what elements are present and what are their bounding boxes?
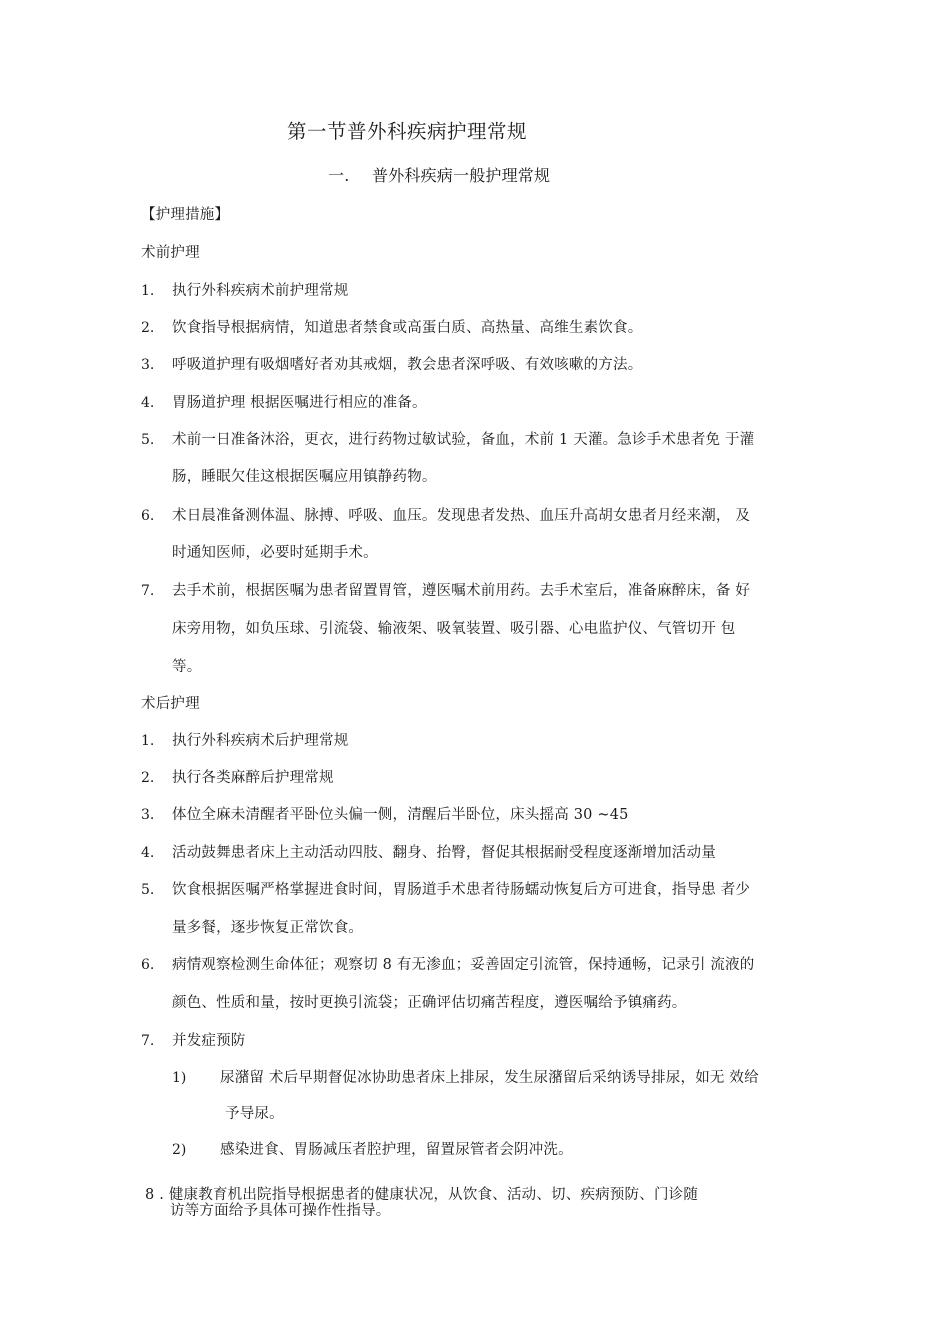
preop-item-7-line-3: 等。 <box>172 659 202 675</box>
postop-heading: 术后护理 <box>141 696 200 712</box>
postop-item-3-line-1: 体位全麻未清醒者平卧位头偏一侧，清醒后半卧位，床头摇高 30 ~45 <box>172 807 629 823</box>
postop-subitem-1-number: 1) <box>172 1070 187 1086</box>
subtitle-number: 一. <box>328 166 350 185</box>
postop-item-6-line-2: 颜色、性质和量，按时更换引流袋；正确评估切痛苦程度，遵医嘱给予镇痛药。 <box>172 995 687 1011</box>
postop-item-2-line-1: 执行各类麻醉后护理常规 <box>172 770 334 786</box>
postop-subitem-1-line-1: 尿潴留 术后早期督促冰协助患者床上排尿，发生尿潴留后采纳诱导排尿，如无 效给 <box>220 1070 759 1086</box>
preop-item-2-line-1: 饮食指导根据病情，知道患者禁食或高蛋白质、高热量、高维生素饮食。 <box>172 320 643 336</box>
preop-item-1-number: 1. <box>141 283 155 299</box>
postop-item-7-line-1: 并发症预防 <box>172 1033 246 1049</box>
preop-item-7-line-1: 去手术前，根据医嘱为患者留置胃管，遵医嘱术前用药。去手术室后，准备麻醉床，备 好 <box>172 583 751 599</box>
preop-item-5-line-1: 术前一日准备沐浴，更衣，进行药物过敏试验，备血，术前 1 天灌。急诊手术患者免 于灌 <box>172 432 755 448</box>
postop-item-8-line-1: 8 . 健康教育机出院指导根据患者的健康状况，从饮食、活动、切、疾病预防、门诊随 <box>145 1187 699 1203</box>
postop-item-1-line-1: 执行外科疾病术后护理常规 <box>172 733 349 749</box>
postop-item-5-line-2: 量多餐，逐步恢复正常饮食。 <box>172 920 364 936</box>
preop-item-1-line-1: 执行外科疾病术前护理常规 <box>172 283 349 299</box>
postop-item-7-number: 7. <box>141 1033 155 1049</box>
preop-item-2-number: 2. <box>141 320 155 336</box>
preop-item-4-number: 4. <box>141 395 155 411</box>
page-title: 第一节普外科疾病护理常规 <box>287 120 528 143</box>
preop-heading: 术前护理 <box>141 245 200 261</box>
postop-item-6-number: 6. <box>141 957 155 973</box>
postop-subitem-2-line-1: 感染进食、胃肠减压者腔护理，留置尿管者会阴冲洗。 <box>220 1142 573 1158</box>
preop-item-6-line-1: 术日晨准备测体温、脉搏、呼吸、血压。发现患者发热、血压升高胡女患者月经来潮， 及 <box>172 508 751 524</box>
postop-item-4-line-1: 活动鼓舞患者床上主动活动四肢、翻身、抬臀，督促其根据耐受程度逐渐增加活动量 <box>172 845 716 861</box>
postop-item-4-number: 4. <box>141 845 155 861</box>
subtitle-text: 普外科疾病一般护理常规 <box>372 166 551 185</box>
preop-item-5-line-2: 肠，睡眠欠佳这根据医嘱应用镇静药物。 <box>172 469 437 485</box>
preop-item-4-line-1: 胃肠道护理 根据医嘱进行相应的准备。 <box>172 395 427 411</box>
preop-item-3-number: 3. <box>141 357 155 373</box>
preop-item-7-number: 7. <box>141 583 155 599</box>
preop-item-7-line-2: 床旁用物，如负压球、引流袋、输液架、吸氧装置、吸引器、心电监护仪、气管切开 包 <box>172 621 736 637</box>
preop-item-3-line-1: 呼吸道护理有吸烟嗜好者劝其戒烟，教会患者深呼吸、有效咳嗽的方法。 <box>172 357 643 373</box>
section-heading: 【护理措施】 <box>141 207 230 223</box>
postop-item-5-line-1: 饮食根据医嘱严格掌握进食时间，胃肠道手术患者待肠蠕动恢复后方可进食，指导患 者少 <box>172 882 751 898</box>
postop-item-5-number: 5. <box>141 882 155 898</box>
postop-item-8-line-2: 访等方面给予具体可操作性指导。 <box>170 1203 391 1219</box>
postop-item-1-number: 1. <box>141 733 155 749</box>
postop-subitem-2-number: 2) <box>172 1142 187 1158</box>
preop-item-6-number: 6. <box>141 508 155 524</box>
preop-item-5-number: 5. <box>141 432 155 448</box>
postop-item-6-line-1: 病情观察检测生命体征；观察切 8 有无渗血；妥善固定引流管，保持通畅，记录引 流液的 <box>172 957 755 973</box>
postop-subitem-1-line-2: 予导尿。 <box>225 1106 284 1122</box>
postop-item-3-number: 3. <box>141 807 155 823</box>
postop-item-2-number: 2. <box>141 770 155 786</box>
preop-item-6-line-2: 时通知医师，必要时延期手术。 <box>172 545 378 561</box>
